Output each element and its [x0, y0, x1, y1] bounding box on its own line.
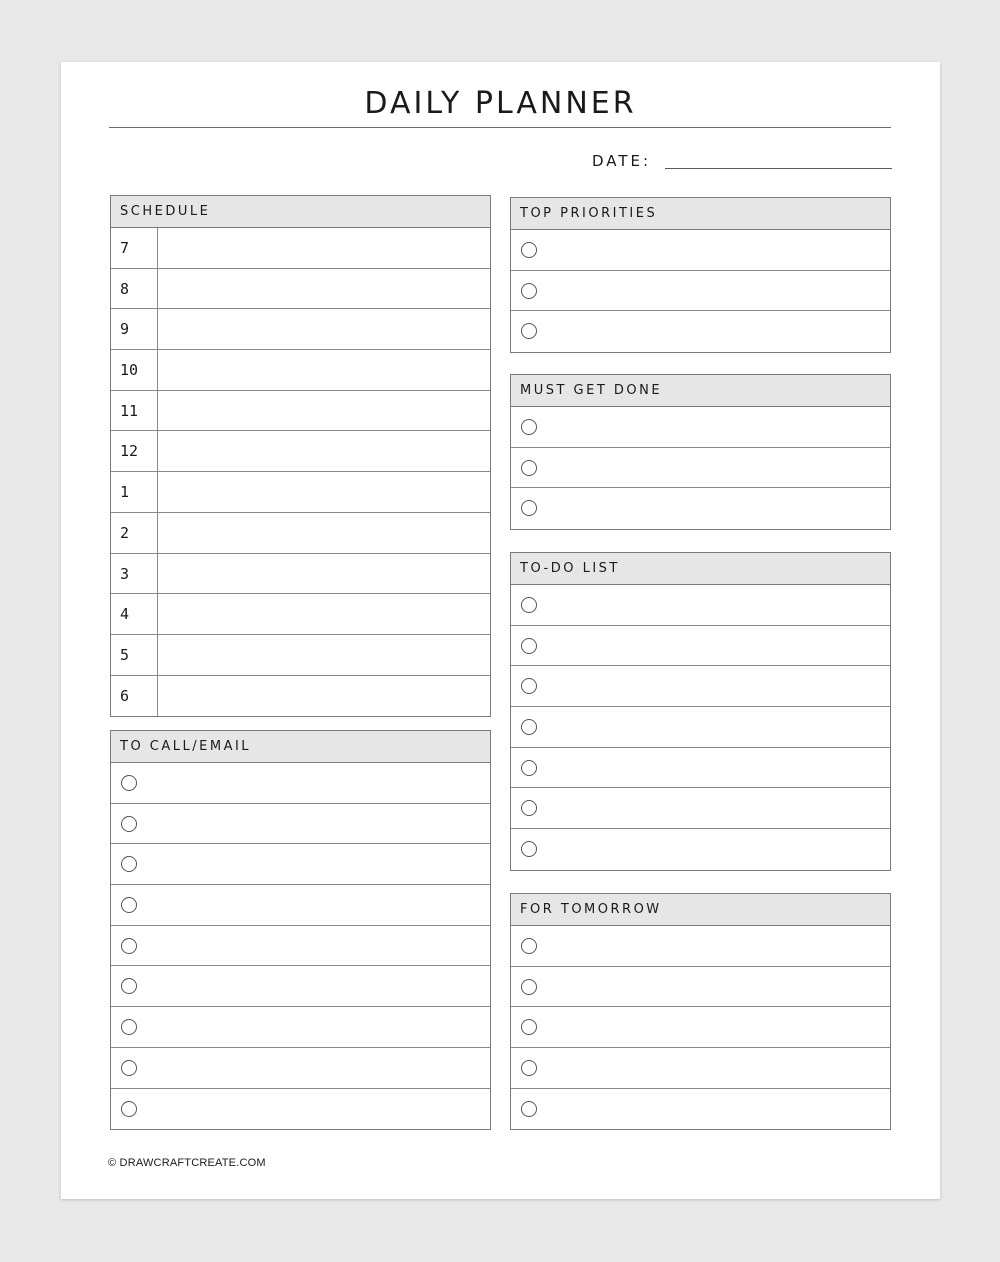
to-call-email-section — [110, 730, 491, 1130]
schedule-hour-label: 10 — [111, 350, 158, 390]
checkbox-circle-icon[interactable] — [521, 242, 537, 258]
list-item[interactable] — [111, 844, 490, 885]
checkbox-circle-icon[interactable] — [121, 1101, 137, 1117]
schedule-row[interactable] — [111, 228, 490, 269]
list-item[interactable] — [111, 1089, 490, 1130]
schedule-row[interactable] — [111, 554, 490, 595]
schedule-hour-label: 5 — [111, 635, 158, 675]
checkbox-circle-icon[interactable] — [121, 816, 137, 832]
to-call-email-header: TO CALL/EMAIL — [111, 731, 490, 763]
checkbox-circle-icon[interactable] — [121, 938, 137, 954]
copyright-footer: © DRAWCRAFTCREATE.COM — [108, 1157, 266, 1169]
schedule-hour-label: 3 — [111, 554, 158, 594]
list-item[interactable] — [511, 271, 890, 312]
must-get-done-section — [510, 374, 891, 530]
list-item[interactable] — [511, 407, 890, 448]
list-item[interactable] — [111, 763, 490, 804]
checkbox-circle-icon[interactable] — [521, 283, 537, 299]
schedule-row[interactable] — [111, 391, 490, 432]
list-item[interactable] — [111, 885, 490, 926]
list-item[interactable] — [511, 448, 890, 489]
schedule-row[interactable] — [111, 269, 490, 310]
list-item[interactable] — [111, 926, 490, 967]
todo-list-section — [510, 552, 891, 871]
schedule-row[interactable] — [111, 350, 490, 391]
list-item[interactable] — [511, 967, 890, 1008]
schedule-hour-label: 7 — [111, 228, 158, 268]
checkbox-circle-icon[interactable] — [121, 856, 137, 872]
planner-sheet — [61, 62, 940, 1199]
checkbox-circle-icon[interactable] — [521, 760, 537, 776]
list-item[interactable] — [511, 666, 890, 707]
schedule-hour-label: 1 — [111, 472, 158, 512]
schedule-row[interactable] — [111, 472, 490, 513]
schedule-rows — [111, 228, 490, 716]
todo-list-header: TO-DO LIST — [511, 553, 890, 585]
checkbox-circle-icon[interactable] — [521, 719, 537, 735]
checkbox-circle-icon[interactable] — [521, 979, 537, 995]
checkbox-circle-icon[interactable] — [121, 897, 137, 913]
schedule-row[interactable] — [111, 594, 490, 635]
schedule-row[interactable] — [111, 309, 490, 350]
checkbox-circle-icon[interactable] — [521, 460, 537, 476]
to-call-email-rows — [111, 763, 490, 1129]
schedule-row[interactable] — [111, 513, 490, 554]
schedule-hour-label: 2 — [111, 513, 158, 553]
schedule-row[interactable] — [111, 635, 490, 676]
list-item[interactable] — [511, 748, 890, 789]
for-tomorrow-header: FOR TOMORROW — [511, 894, 890, 926]
checkbox-circle-icon[interactable] — [121, 775, 137, 791]
top-priorities-header: TOP PRIORITIES — [511, 198, 890, 230]
list-item[interactable] — [511, 230, 890, 271]
schedule-hour-label: 4 — [111, 594, 158, 634]
list-item[interactable] — [111, 1007, 490, 1048]
schedule-hour-label: 8 — [111, 269, 158, 309]
list-item[interactable] — [511, 311, 890, 352]
schedule-header: SCHEDULE — [111, 196, 490, 228]
list-item[interactable] — [111, 966, 490, 1007]
list-item[interactable] — [511, 1048, 890, 1089]
list-item[interactable] — [511, 1007, 890, 1048]
list-item[interactable] — [511, 926, 890, 967]
page-title: DAILY PLANNER — [364, 86, 637, 121]
must-get-done-header: MUST GET DONE — [511, 375, 890, 407]
checkbox-circle-icon[interactable] — [121, 978, 137, 994]
list-item[interactable] — [511, 829, 890, 870]
checkbox-circle-icon[interactable] — [521, 1060, 537, 1076]
list-item[interactable] — [511, 1089, 890, 1130]
date-field-line[interactable] — [665, 168, 892, 169]
schedule-row[interactable] — [111, 676, 490, 717]
checkbox-circle-icon[interactable] — [521, 1019, 537, 1035]
date-label: DATE: — [592, 152, 652, 170]
checkbox-circle-icon[interactable] — [521, 800, 537, 816]
list-item[interactable] — [511, 788, 890, 829]
list-item[interactable] — [111, 1048, 490, 1089]
must-get-done-rows — [511, 407, 890, 529]
list-item[interactable] — [111, 804, 490, 845]
schedule-row[interactable] — [111, 431, 490, 472]
checkbox-circle-icon[interactable] — [521, 638, 537, 654]
top-priorities-rows — [511, 230, 890, 352]
list-item[interactable] — [511, 585, 890, 626]
list-item[interactable] — [511, 707, 890, 748]
checkbox-circle-icon[interactable] — [521, 841, 537, 857]
checkbox-circle-icon[interactable] — [521, 938, 537, 954]
checkbox-circle-icon[interactable] — [121, 1019, 137, 1035]
schedule-section — [110, 195, 491, 717]
checkbox-circle-icon[interactable] — [521, 500, 537, 516]
top-priorities-section — [510, 197, 891, 353]
list-item[interactable] — [511, 488, 890, 529]
todo-list-rows — [511, 585, 890, 870]
checkbox-circle-icon[interactable] — [521, 678, 537, 694]
title-divider — [109, 127, 891, 128]
checkbox-circle-icon[interactable] — [521, 1101, 537, 1117]
checkbox-circle-icon[interactable] — [521, 419, 537, 435]
schedule-hour-label: 12 — [111, 431, 158, 471]
list-item[interactable] — [511, 626, 890, 667]
for-tomorrow-rows — [511, 926, 890, 1129]
checkbox-circle-icon[interactable] — [121, 1060, 137, 1076]
schedule-hour-label: 11 — [111, 391, 158, 431]
checkbox-circle-icon[interactable] — [521, 597, 537, 613]
schedule-hour-label: 9 — [111, 309, 158, 349]
for-tomorrow-section — [510, 893, 891, 1130]
schedule-hour-label: 6 — [111, 676, 158, 717]
checkbox-circle-icon[interactable] — [521, 323, 537, 339]
